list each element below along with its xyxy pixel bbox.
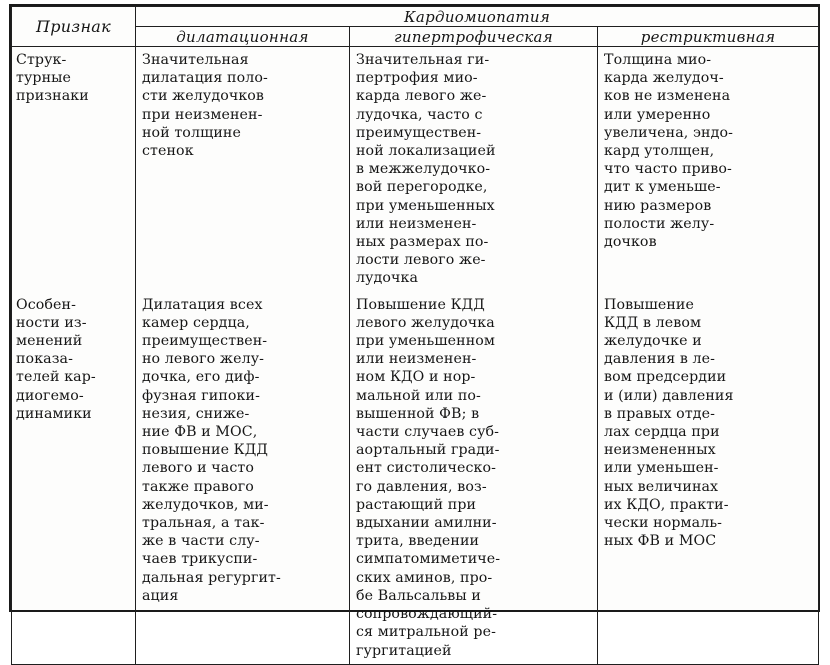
cell-structural-dilated: Значительная дилатация поло- сти желудочков при неизменен- ной толщине стенок — [136, 47, 350, 292]
header-restrictive: рестриктивная — [598, 27, 819, 47]
cell-structural-hypertrophic: Значительная ги- пертрофия мио- карда левого же- лудочка, часто с преимуществен- ной локализацией в межжелудочко- вой перегородке, при уменьшенных или неизменен- ных размерах по- лости левого же- лудочка — [350, 47, 598, 292]
header-group: Кардиомиопатия — [136, 7, 819, 27]
cell-structural-restrictive: Толщина мио- карда желудоч- ков не изменена или умеренно увеличена, эндо- кард утолщен, что часто приво- дит к уменьше- нию размеров полости желу- дочков — [598, 47, 819, 292]
header-hypertrophic: гипертрофическая — [350, 27, 598, 47]
cardiomyopathy-table — [11, 6, 819, 665]
row-feature-hemodynamics: Особен- ности из- менений показа- телей кар- диогемо- динамики — [12, 292, 136, 665]
header-dilated: дилатационная — [136, 27, 350, 47]
document-page — [9, 4, 820, 659]
row-feature-structural: Струк- турные признаки — [12, 47, 136, 292]
cell-hemodynamics-hypertrophic: Повышение КДД левого желудочка при уменьшенном или неизменен- ном КДО и нор- мальной или по- вышенной ФВ; в части случаев суб- аортальный гради- ент систолическо- го давления, воз- растающий при вдыхании амилни- трита, введении симпатомиметиче- ских аминов, про- бе Вальсальвы и сопровождающий- ся митральной ре- гургитацией — [350, 292, 598, 665]
table-row-structural — [12, 47, 819, 292]
header-feature: Признак — [12, 7, 136, 47]
table-header — [12, 7, 819, 47]
cell-hemodynamics-restrictive: Повышение КДД в левом желудочке и давления в ле- вом предсердии и (или) давления в правых отде- лах сердца при неизмененных или уменьшен- ных величинах их КДО, практи- чески нормаль- ных ФВ и МОС — [598, 292, 819, 665]
cell-hemodynamics-dilated: Дилатация всех камер сердца, преимуществен- но левого желу- дочка, его диф- фузная гипоки- незия, сниже- ние ФВ и МОС, повышение КДД левого и часто также правого желудочков, ми- тральная, а так- же в части слу- чаев трикуспи- дальная регургит- ация — [136, 292, 350, 665]
table-row-hemodynamics — [12, 292, 819, 665]
